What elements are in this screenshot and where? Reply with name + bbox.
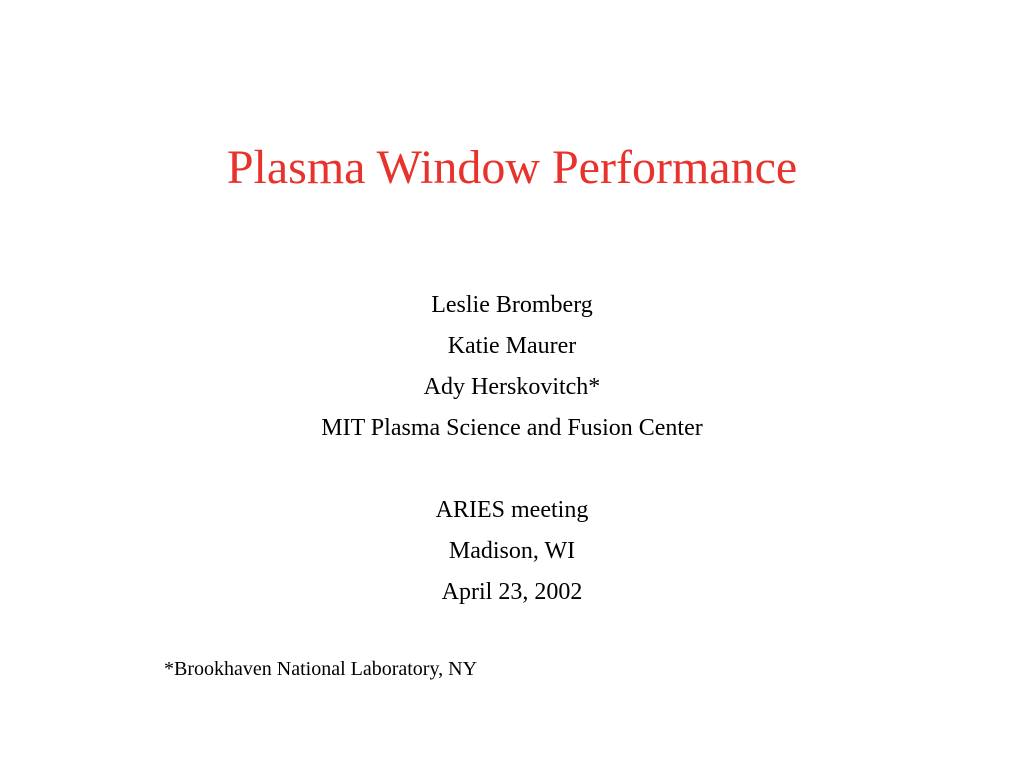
spacer	[0, 449, 1024, 490]
footnote: *Brookhaven National Laboratory, NY	[164, 658, 478, 680]
author-name: Katie Maurer	[447, 333, 577, 359]
event-name: ARIES meeting	[435, 497, 589, 523]
slide-title: Plasma Window Performance	[226, 141, 798, 194]
author-name: Leslie Bromberg	[431, 292, 593, 318]
author-name: Ady Herskovitch*	[423, 374, 601, 400]
event-location: Madison, WI	[448, 538, 576, 564]
event-date: April 23, 2002	[441, 579, 583, 605]
affiliation: MIT Plasma Science and Fusion Center	[321, 415, 703, 441]
author-block	[0, 285, 1024, 613]
